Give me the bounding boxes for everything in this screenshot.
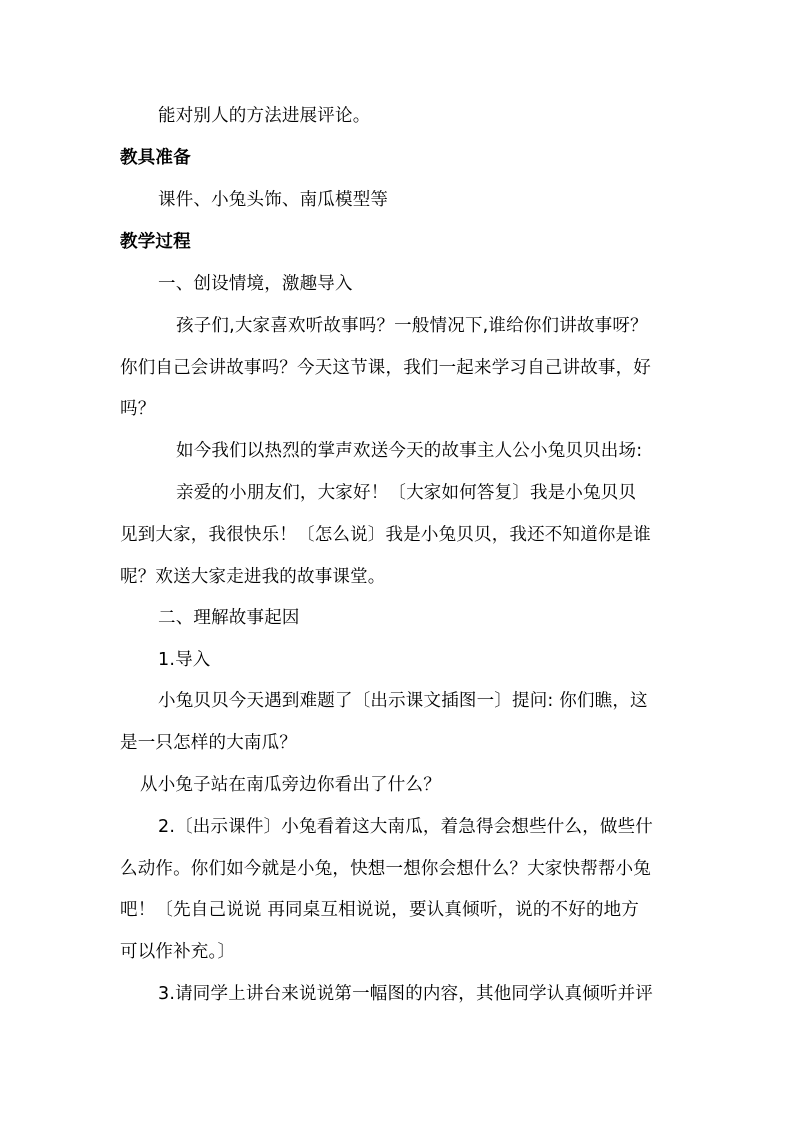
text-line-1: 能对别人的方法进展评论。 xyxy=(158,106,371,126)
text-line-16: 是一只怎样的大南瓜？ xyxy=(120,733,297,753)
text-line-18: 2.〔出示课件〕小兔看着这大南瓜，着急得会想些什么，做些什 xyxy=(158,817,653,837)
text-line-7: 你们自己会讲故事吗？今天这节课，我们一起来学习自己讲故事，好 xyxy=(120,358,651,378)
text-line-materials: 课件、小兔头饰、南瓜模型等 xyxy=(158,190,389,210)
subheading-part-1: 一、创设情境，激趣导入 xyxy=(158,274,353,294)
text-line-6: 孩子们,大家喜欢听故事吗？一般情况下,谁给你们讲故事呀？ xyxy=(176,316,648,336)
text-line-10: 亲爱的小朋友们，大家好！〔大家如何答复〕我是小兔贝贝 xyxy=(176,483,637,503)
section-heading-materials: 教具准备 xyxy=(120,148,191,168)
text-line-9: 如今我们以热烈的掌声欢送今天的故事主人公小兔贝贝出场: xyxy=(176,441,643,461)
text-line-19: 么动作。你们如今就是小兔，快想一想你会想什么？大家快帮帮小兔 xyxy=(120,859,651,879)
text-line-21: 可以作补充。〕 xyxy=(120,942,236,962)
text-line-22: 3.请同学上讲台来说说第一幅图的内容，其他同学认真倾听并评 xyxy=(158,984,653,1004)
text-line-8: 吗？ xyxy=(120,399,156,419)
text-line-15: 小兔贝贝今天遇到难题了〔出示课文插图一〕提问: 你们瞧，这 xyxy=(158,691,648,711)
section-heading-process: 教学过程 xyxy=(120,232,191,252)
text-line-20: 吧！〔先自己说说 再同桌互相说说，要认真倾听，说的不好的地方 xyxy=(120,900,640,920)
text-line-14: 1.导入 xyxy=(158,650,211,670)
text-line-17: 从小兔子站在南瓜旁边你看出了什么？ xyxy=(140,775,441,795)
text-line-12: 呢？欢送大家走进我的故事课堂。 xyxy=(120,567,386,587)
text-line-11: 见到大家，我很快乐！〔怎么说〕我是小兔贝贝，我还不知道你是谁 xyxy=(120,525,651,545)
subheading-part-2: 二、理解故事起因 xyxy=(158,608,300,628)
